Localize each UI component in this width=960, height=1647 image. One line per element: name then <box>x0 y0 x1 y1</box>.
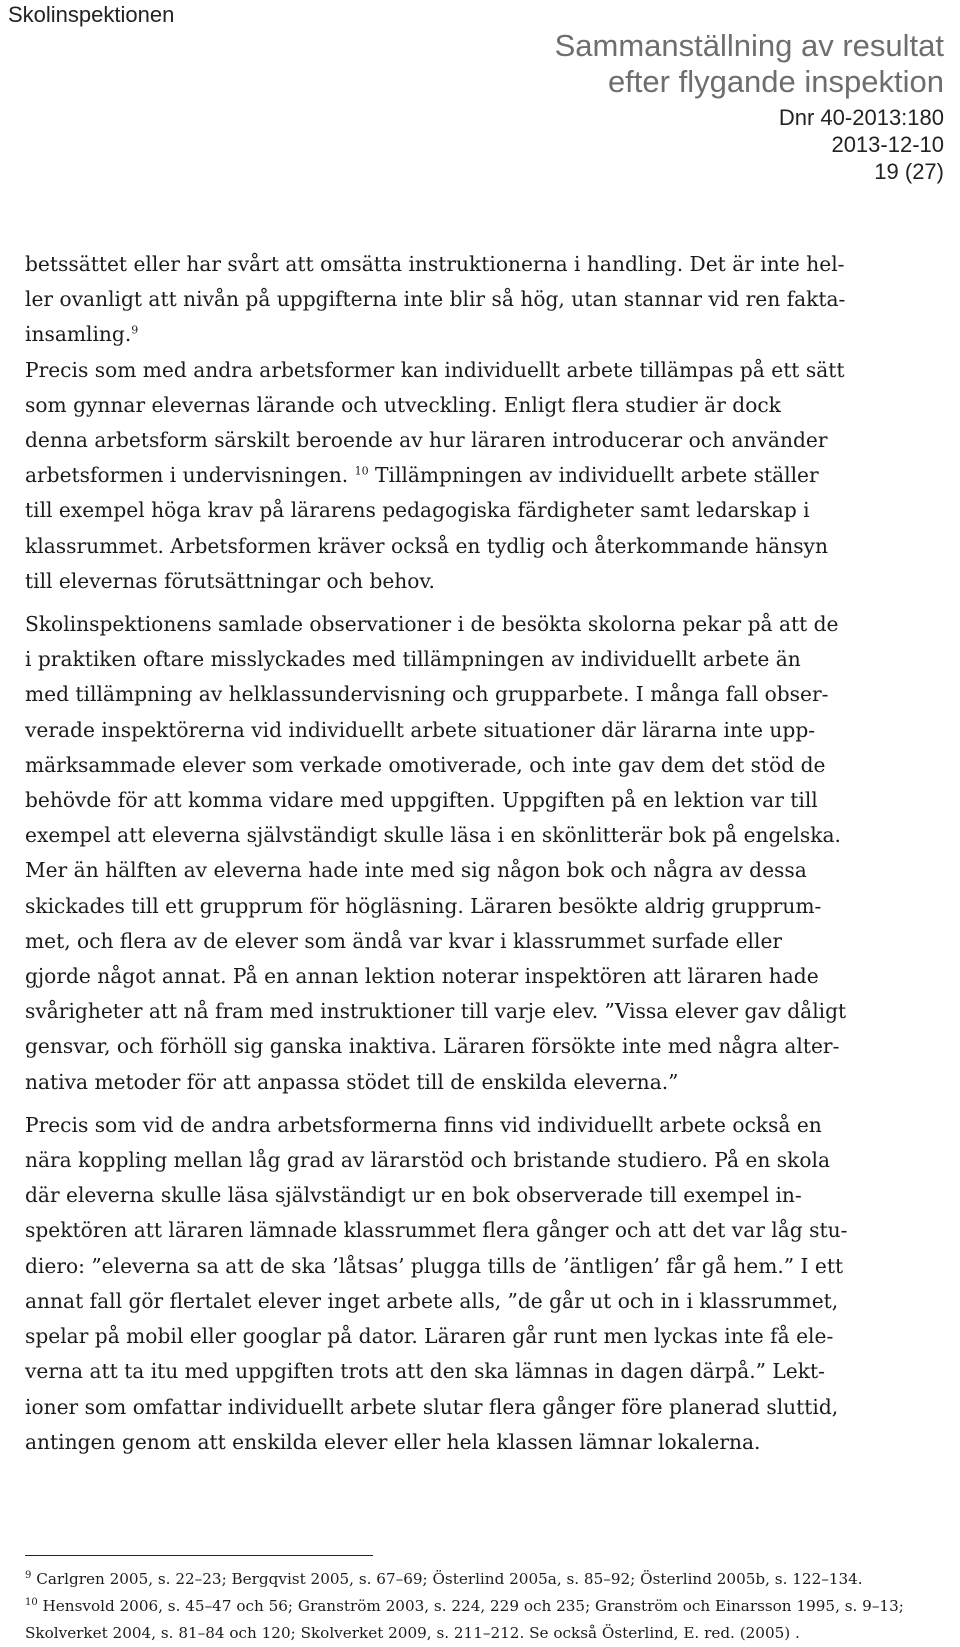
footnote-text: Hensvold 2006, s. 45–47 och 56; Granström 2003, s. 224, 229 och 235; Granström och Einarsson 1995, s. 9–13; <box>37 1597 904 1615</box>
text-line: svårigheter att nå fram med instruktioner till varje elev. ”Vissa elever gav dåligt <box>25 999 847 1024</box>
text-line: behövde för att komma vidare med uppgiften. Uppgiften på en lektion var till <box>25 788 818 813</box>
text-line: till elevernas förutsättningar och behov. <box>25 568 435 593</box>
text-line: Skolinspektionens samlade observationer i de besökta skolorna pekar på att de <box>25 612 839 637</box>
footnote-10 <box>25 1593 940 1620</box>
footnote-number: 10 <box>25 1596 38 1608</box>
text-line: nära koppling mellan låg grad av lärarstöd och bristande studiero. På en skola <box>25 1148 831 1173</box>
body-text <box>25 247 937 1460</box>
text-line: spektören att läraren lämnade klassrummet flera gånger och att det var låg stu- <box>25 1218 848 1243</box>
text-segment: Tillämpningen av individuellt arbete ställer <box>368 463 819 488</box>
text-line: verna att ta itu med uppgiften trots att den ska lämnas in dagen därpå.” Lekt- <box>25 1359 825 1384</box>
document-date: 2013-12-10 <box>831 132 944 157</box>
document-title <box>555 28 944 100</box>
text-line: nativa metoder för att anpassa stödet till de enskilda eleverna.” <box>25 1069 679 1094</box>
text-line: gjorde något annat. På en annan lektion noterar inspektören att läraren hade <box>25 964 819 989</box>
text-line: märksammade elever som verkade omotiverade, och inte gav dem det stöd de <box>25 752 826 777</box>
text-line: i praktiken oftare misslyckades med tillämpningen av individuellt arbete än <box>25 647 801 672</box>
page-number: 19 (27) <box>874 159 944 184</box>
footnote-number: 9 <box>25 1569 32 1581</box>
text-line: Mer än hälften av eleverna hade inte med sig någon bok och några av dessa <box>25 858 807 883</box>
paragraph-4 <box>25 1108 937 1460</box>
text-line: till exempel höga krav på lärarens pedagogiska färdigheter samt ledarskap i <box>25 498 810 523</box>
registration-number: Dnr 40-2013:180 <box>778 105 944 130</box>
footnote-ref-10[interactable]: 10 <box>354 464 369 478</box>
paragraph-3 <box>25 607 937 1100</box>
footnote-9 <box>25 1566 940 1593</box>
footnote-divider <box>25 1555 373 1556</box>
document-title-line-1: Sammanställning av resultat <box>554 28 944 63</box>
text-line: ioner som omfattar individuellt arbete slutar flera gånger före planerad sluttid, <box>25 1394 839 1419</box>
footnote-text: Carlgren 2005, s. 22–23; Bergqvist 2005, s. 67–69; Österlind 2005a, s. 85–92; Österlind 2005b, s. 122–134. <box>31 1570 863 1588</box>
text-line: med tillämpning av helklassundervisning och grupparbete. I många fall obser- <box>25 682 829 707</box>
text-line: diero: ”eleverna sa att de ska ’låtsas’ plugga tills de ’äntligen’ får gå hem.” I ett <box>25 1253 844 1278</box>
text-line: annat fall gör flertalet elever inget arbete alls, ”de går ut och in i klassrummet, <box>25 1288 839 1313</box>
footnotes <box>25 1566 940 1647</box>
text-line <box>25 458 937 493</box>
text-line: betssättet eller har svårt att omsätta instruktionerna i handling. Det är inte hel- <box>25 252 845 276</box>
text-line <box>25 317 937 352</box>
paragraph-1 <box>25 247 937 353</box>
organization-name: Skolinspektionen <box>8 2 175 27</box>
text-line: klassrummet. Arbetsformen kräver också en tydlig och återkommande hänsyn <box>25 533 828 558</box>
document-meta <box>779 104 944 185</box>
footnote-ref-9[interactable]: 9 <box>131 323 139 337</box>
text-line: Precis som vid de andra arbetsformerna finns vid individuellt arbete också en <box>25 1112 822 1137</box>
footnote-10-continued: Skolverket 2004, s. 81–84 och 120; Skolverket 2009, s. 211–212. Se också Österlind, E. red. (2005) . <box>25 1624 800 1642</box>
text-line: där eleverna skulle läsa självständigt ur en bok observerade till exempel in- <box>25 1183 802 1208</box>
text-line: ler ovanligt att nivån på uppgifterna inte blir så hög, utan stannar vid ren fakta- <box>25 287 846 312</box>
text-line: verade inspektörerna vid individuellt arbete situationer där lärarna inte upp- <box>25 717 816 742</box>
text-line: exempel att eleverna självständigt skulle läsa i en skönlitterär bok på engelska. <box>25 823 841 848</box>
text-line: spelar på mobil eller googlar på dator. Läraren går runt men lyckas inte få ele- <box>25 1324 834 1349</box>
text-line: Precis som med andra arbetsformer kan individuellt arbete tillämpas på ett sätt <box>25 357 845 382</box>
text-line: antingen genom att enskilda elever eller hela klassen lämnar lokalerna. <box>25 1429 761 1454</box>
text-line: met, och flera av de elever som ändå var kvar i klassrummet surfade eller <box>25 928 783 953</box>
text-line: gensvar, och förhöll sig ganska inaktiva. Läraren försökte inte med några alter- <box>25 1034 840 1059</box>
document-title-line-2: efter flygande inspektion <box>607 64 944 99</box>
text-segment: arbetsformen i undervisningen. <box>25 463 355 488</box>
text-line: denna arbetsform särskilt beroende av hur läraren introducerar och använder <box>25 428 828 453</box>
text-segment: insamling. <box>25 322 132 347</box>
text-line: som gynnar elevernas lärande och utveckling. Enligt flera studier är dock <box>25 392 781 417</box>
text-line: skickades till ett grupprum för högläsning. Läraren besökte aldrig grupprum- <box>25 893 822 918</box>
paragraph-2 <box>25 353 937 599</box>
